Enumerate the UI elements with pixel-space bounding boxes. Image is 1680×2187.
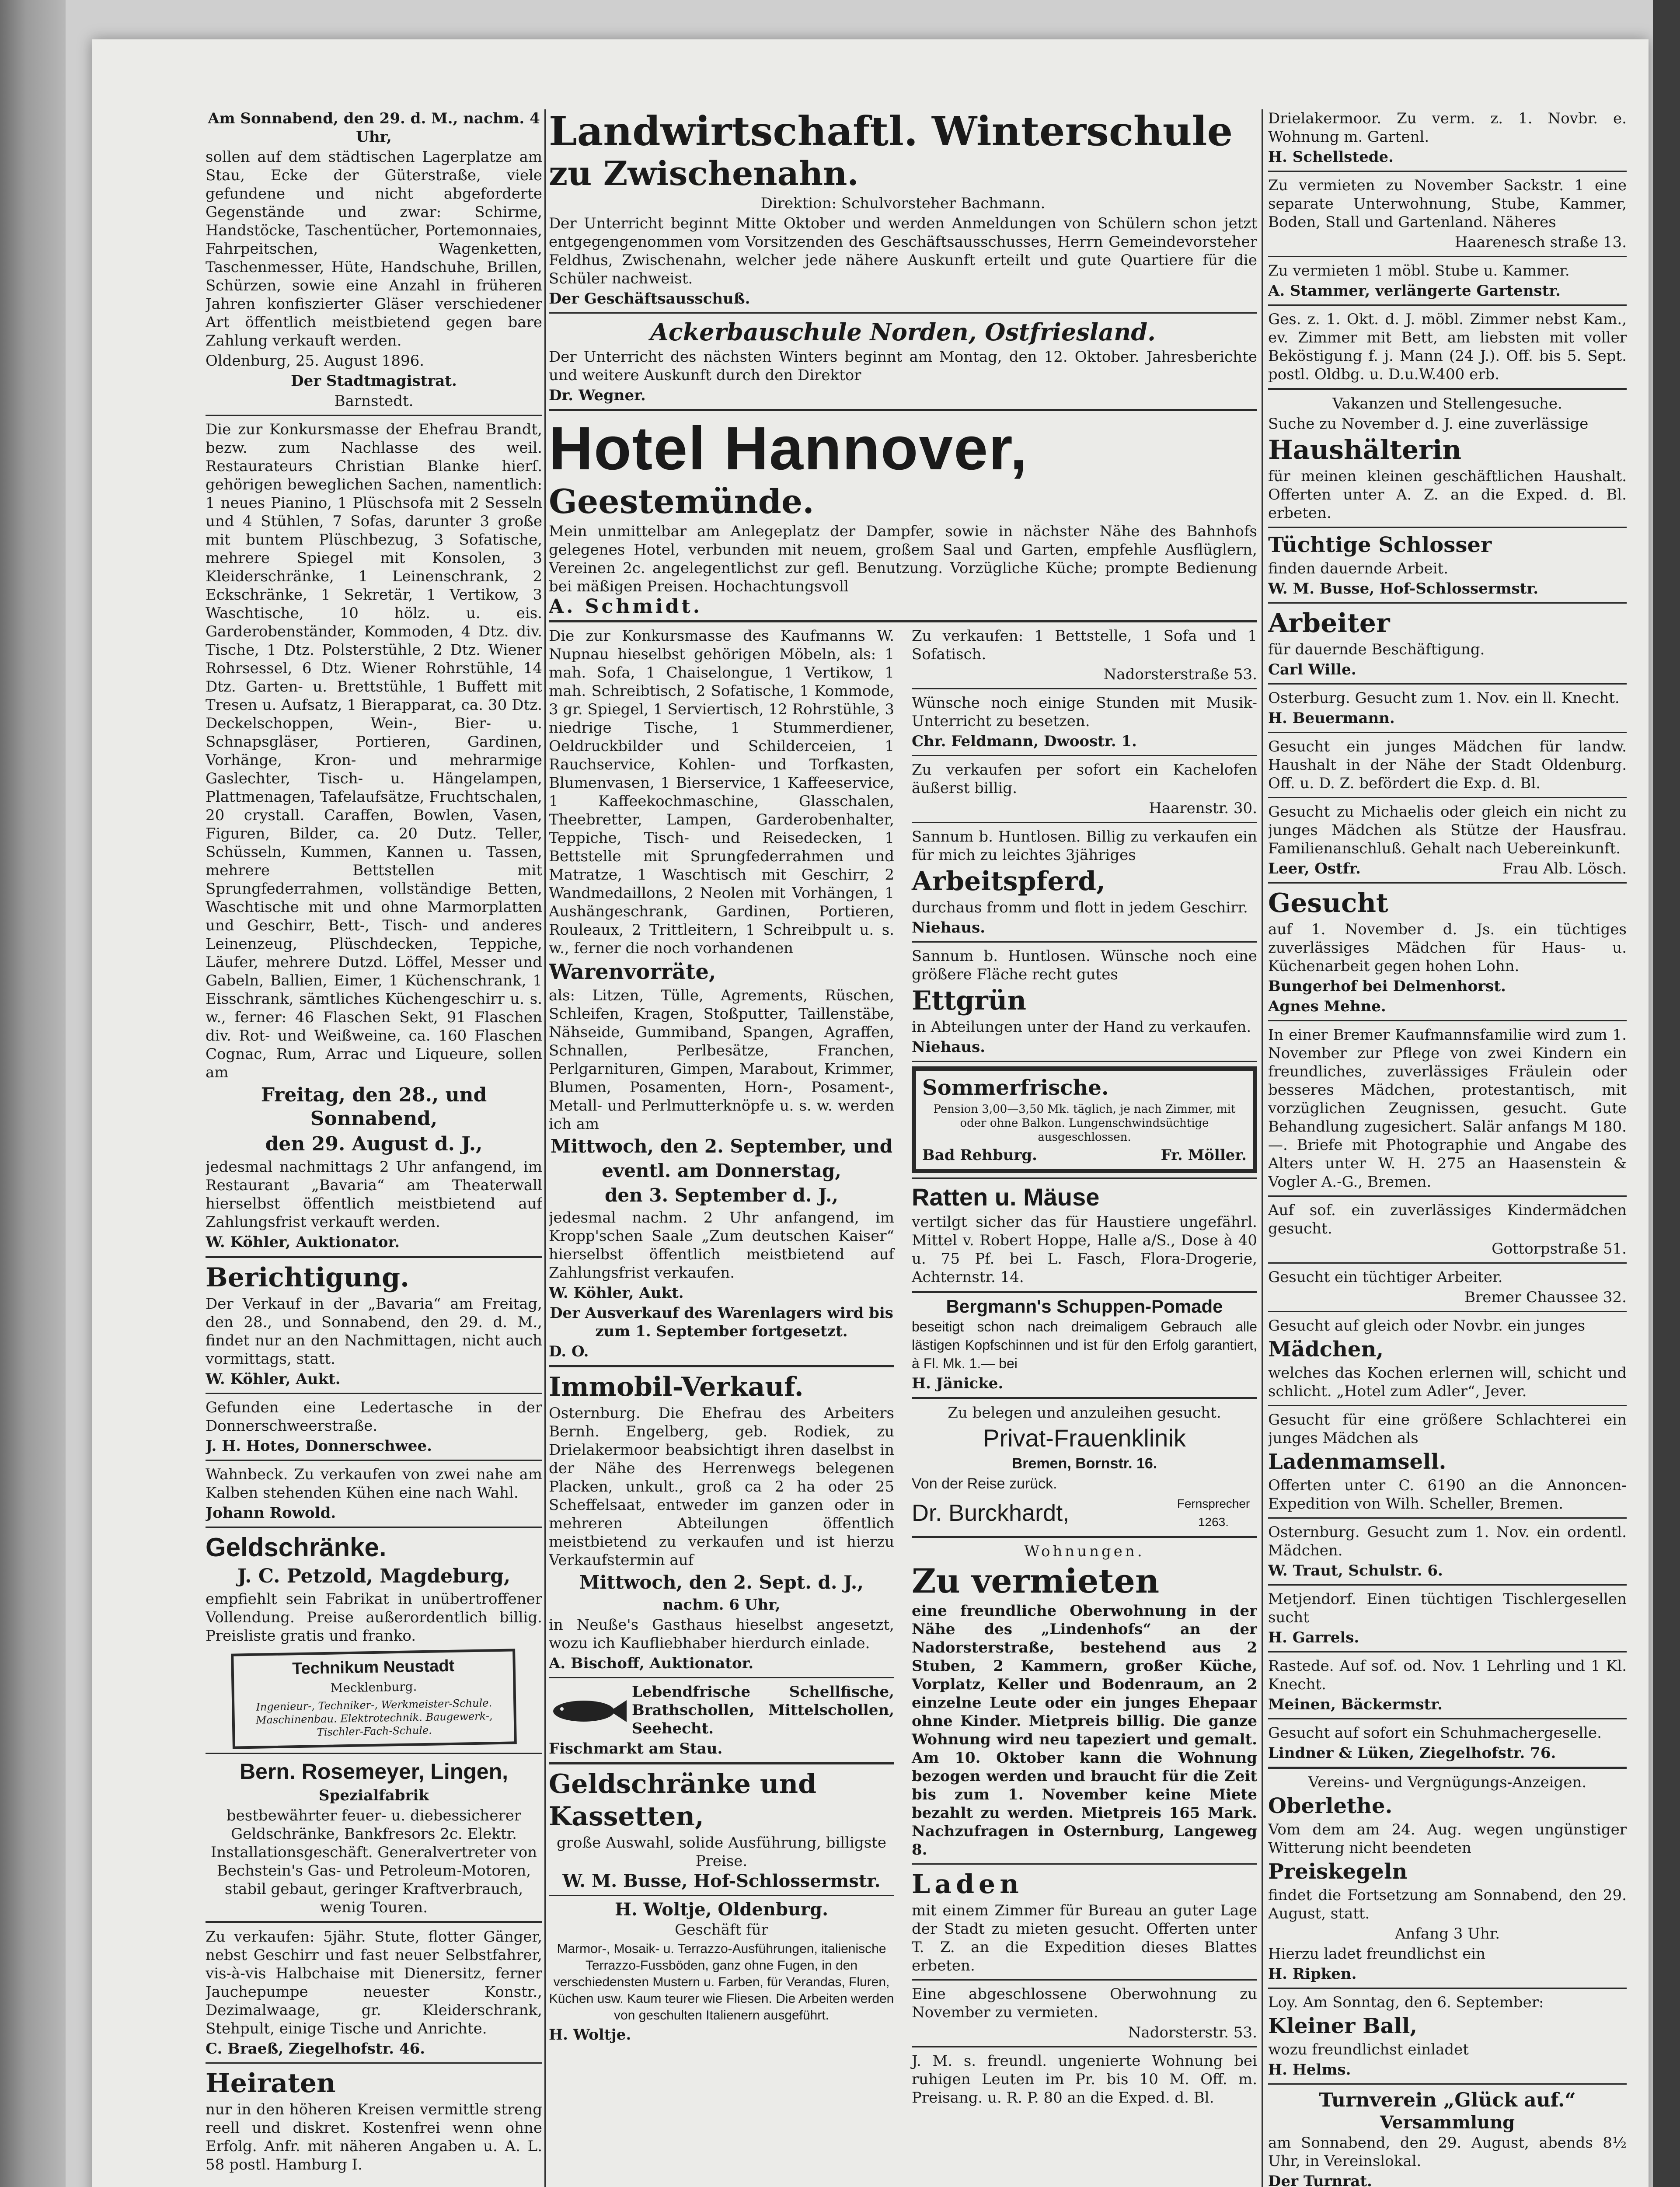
divider xyxy=(549,1762,894,1764)
ad-subtitle: Mecklenburg. xyxy=(330,1679,417,1695)
ad-subtitle: Spezialfabrik xyxy=(319,1787,429,1804)
ad-title: Ackerbauschule Norden, Ostfriesland. xyxy=(650,318,1156,346)
divider xyxy=(549,312,1257,314)
ad-text: Hierzu ladet freundlichst ein xyxy=(1268,1945,1486,1963)
ad-signature: W. Köhler, Auktionator. xyxy=(206,1233,400,1251)
ad-signature: Chr. Feldmann, Dwoostr. 1. xyxy=(912,733,1137,750)
divider xyxy=(206,2062,542,2064)
divider xyxy=(549,409,1257,411)
ad-signature: D. O. xyxy=(549,1343,589,1360)
column-rule xyxy=(1262,109,1263,2187)
ad-text: Pension 3,00—3,50 Mk. täglich, je nach Zimmer, mit oder ohne Balkon. Lungenschwindsüchtige ausgeschlossen. xyxy=(933,1103,1236,1144)
divider xyxy=(206,1527,542,1528)
ad-phone: Fernsprecher 1263. xyxy=(1177,1497,1250,1529)
two-column-section xyxy=(549,627,1257,2109)
divider xyxy=(1268,171,1627,172)
ad-signature: Barnstedt. xyxy=(334,392,414,410)
divider xyxy=(1268,1517,1627,1519)
subcolumn-right xyxy=(912,627,1257,2109)
divider xyxy=(912,1536,1257,1538)
ad-text: Osterburg. Gesucht zum 1. Nov. ein ll. Knecht. xyxy=(1268,689,1620,707)
ad-text: Die zur Konkursmasse der Ehefrau Brandt, bezw. zum Nachlasse des weil. Restaurateurs Christian Blanke hierſ. gehörigen beweglichen Sachen, namentlich: 1 neues Pianino, 1 Plüschsofa mit 2 Sesseln und 4 Stühlen, 7 Sofas, darunter 3 große mit buntem Plüschbezug, 3 Sofatische, mehrere Spiegel mit Konsolen, 3 Kleiderschränke, 1 Leinenschrank, 2 Eckschränke, 1 Sekretär, 1 Vertikow, 3 Waschtische, 10 hölz. u. eis. Garderobenständer, Kommoden, 4 Dtz. div. Tische, 1 Dtz. Polsterstühle, 2 Dtz. Wiener Rohrsessel, 6 Dtz. Wiener Rohrstühle, 14 Dtz. Garten- u. Brettstühle, 1 Buffett mit Tresen u. Aufsatz, 1 Bierapparat, ca. 30 Dtz. Deckelschoppen, Wein-, Bier- u. Schnapsgläser, Portieren, Gardinen, Vorhänge, Kron- und mehrarmige Gaslechter, Tisch- u. Hängelampen, Plattmenagen, Tafelaufsätze, Fruchtschalen, 20 crystall. Caraffen, Bowlen, Vasen, Figuren, Bilder, ca. 20 Dutz. Teller, Schüsseln, Kummen, Kannen u. Tassen, mehrere Bettstellen mit Sprungfederrahmen, vollständige Betten, Waschtische mit und ohne Marmorplatten und Geschirr, Bett-, Tisch- und anderes Leinenzeug, Plüschdecken, Teppiche, Läufer, mehrere Dutzd. Löffel, Messer und Gabeln, Ballien, Eimer, 1 Küchenschrank, 1 Eisschrank, sämtliches Küchengeschirr u. s. w., ferner: 46 Flaschen Sekt, 91 Flaschen div. Rot- und Weißweine, ca. 160 Flaschen Cognac, Rum, Arrac und Liqueure, sollen am xyxy=(206,421,542,1081)
ad-text: Loy. Am Sonntag, den 6. September: xyxy=(1268,1994,1544,2011)
ad-title: Gesucht xyxy=(1268,888,1388,919)
ad-text: mit einem Zimmer für Bureau an guter Lage der Stadt zu mieten gesucht. Offerten unter T. Z. an die Expedition dieses Blattes erbeten. xyxy=(912,1902,1257,1974)
ad-text: Metjendorf. Einen tüchtigen Tischlergesellen sucht xyxy=(1268,1590,1627,1626)
ad-text: Der Verkauf in der „Bavaria“ am Freitag, den 28., und Sonnabend, den 29. d. M., findet nur an den Nachmittagen, nicht auch vormittags, statt. xyxy=(206,1295,542,1368)
ad-subtitle: zu Zwischenahn. xyxy=(549,154,859,193)
book-binding xyxy=(0,0,66,2187)
ad-title: Arbeitspferd, xyxy=(912,866,1105,897)
ad-text: Gefunden eine Ledertasche in der Donnerschweerstraße. xyxy=(206,1399,542,1435)
ad-text: Der Unterricht beginnt Mitte Oktober und werden Anmeldungen von Schülern schon jetzt entgegengenommen vom Vorsitzenden des Geschäftsausschusses, Herrn Gemeindevorsteher Feldhus, Zwischenahn, welcher jede nähere Auskunft erteilt und gute Quartiere für die Schüler nachweist. xyxy=(549,215,1257,287)
ad-text: für meinen kleinen geschäftlichen Haushalt. Offerten unter A. Z. an die Exped. d. Bl. erbeten. xyxy=(1268,468,1627,522)
ad-text: Zu vermieten 1 möbl. Stube u. Kammer. xyxy=(1268,262,1570,279)
ad-text: Direktion: Schulvorsteher Bachmann. xyxy=(760,195,1046,212)
ad-text: Gesucht zu Michaelis oder gleich ein nicht zu junges Mädchen als Stütze der Hausfrau. Familienanschluß. Gehalt nach Uebereinkunft. xyxy=(1268,803,1627,857)
ad-signature: Fr. Möller. xyxy=(1161,1146,1247,1164)
ad-text: Marmor-, Mosaik- u. Terrazzo-Ausführungen, italienische Terrazzo-Fussböden, ganz ohne Fugen, in den verschiedensten Mustern u. Farben, für Verandas, Fluren, Küchen usw. Kaum teurer wie Fliesen. Die Arbeiten werden von geschulten Italienern ausgeführt. xyxy=(549,1942,894,2023)
ad-text: auf 1. November d. Js. ein tüchtiges zuverlässiges Mädchen für Haus- u. Küchenarbeit gegen hohen Lohn. xyxy=(1268,921,1627,975)
ad-text: Offerten unter C. 6190 an die Annoncen-Expedition von Wilh. Scheller, Bremen. xyxy=(1268,1477,1627,1513)
ad-signature: A. Stammer, verlängerte Gartenstr. xyxy=(1268,282,1561,300)
ad-text: Von der Reise zurück. xyxy=(912,1475,1057,1492)
section-heading: Vakanzen und Stellengesuche. xyxy=(1332,395,1562,412)
ad-text: Zu verkaufen per sofort ein Kachelofen äußerst billig. xyxy=(912,761,1257,797)
ad-title: Privat-Frauenklinik xyxy=(983,1424,1186,1452)
ad-text: Eine abgeschlossene Oberwohnung zu November zu vermieten. xyxy=(912,1985,1257,2021)
ad-heading: Am Sonnabend, den 29. d. M., nachm. 4 Uhr, xyxy=(208,110,540,146)
ad-text: Gesucht auf sofort ein Schuhmachergeselle. xyxy=(1268,1724,1602,1742)
ad-text: Gesucht für eine größere Schlachterei ein junges Mädchen als xyxy=(1268,1411,1627,1447)
ad-text: am Sonnabend, den 29. August, abends 8½ Uhr, in Vereinslokal. xyxy=(1268,2134,1627,2170)
divider xyxy=(1268,1195,1627,1197)
divider xyxy=(549,1365,894,1367)
ad-title: Immobil-Verkauf. xyxy=(549,1372,804,1402)
ad-text: große Auswahl, solide Ausführung, billigste Preise. xyxy=(556,1834,887,1870)
ad-title: Ettgrün xyxy=(912,985,1026,1016)
ad-address: Haarenstr. 30. xyxy=(1149,800,1257,817)
ad-signature: Dr. Wegner. xyxy=(549,387,646,404)
ad-text: welches das Kochen erlernen will, schicht und schlicht. „Hotel zum Adler“, Jever. xyxy=(1268,1364,1627,1400)
divider xyxy=(1268,1584,1627,1586)
ad-title: Bern. Rosemeyer, Lingen, xyxy=(239,1759,509,1784)
ad-signature: A. Bischoff, Auktionator. xyxy=(549,1655,754,1672)
ad-address: Bremer Chaussee 32. xyxy=(1464,1289,1627,1306)
ad-text: J. M. s. freundl. ungenierte Wohnung bei ruhigen Leuten im Pr. bis 10 M. Off. m. Preisang. u. R. P. 80 an die Exped. d. Bl. xyxy=(912,2052,1257,2107)
ad-signature: H. Schellstede. xyxy=(1268,148,1394,166)
ad-place: Bungerhof bei Delmenhorst. xyxy=(1268,978,1506,995)
divider xyxy=(1268,1020,1627,1021)
ad-text: finden dauernde Arbeit. xyxy=(1268,560,1449,577)
ad-place: Leer, Ostfr. xyxy=(1268,860,1361,877)
ad-signature: W. Köhler, Aukt. xyxy=(549,1284,684,1302)
ad-date: eventl. am Donnerstag, xyxy=(602,1160,841,1181)
ad-title: Zu vermieten xyxy=(912,1562,1160,1600)
ad-title: Haushälterin xyxy=(1268,435,1462,465)
divider xyxy=(1268,797,1627,798)
ad-address: Haarenesch straße 13. xyxy=(1454,234,1627,251)
ad-signature: H. Helms. xyxy=(1268,2061,1351,2079)
ad-doctor: Dr. Burckhardt, xyxy=(912,1500,1070,1526)
ad-title: Tüchtige Schlosser xyxy=(1268,533,1492,557)
ad-title: Laden xyxy=(912,1869,1023,1900)
sommerfrische-ad xyxy=(912,1066,1257,1173)
ad-text: in Neuße's Gasthaus hieselbst angesetzt, wozu ich Kaufliebhaber hierdurch einlade. xyxy=(549,1616,894,1652)
ad-text: Rastede. Auf sof. od. Nov. 1 Lehrling und 1 Kl. Knecht. xyxy=(1268,1657,1627,1693)
ad-signature: Fischmarkt am Stau. xyxy=(549,1740,723,1757)
ad-subtitle: Versammlung xyxy=(1380,2112,1515,2133)
ad-text: Der Unterricht des nächsten Winters beginnt am Montag, den 12. Oktober. Jahresberichte und weitere Auskunft durch den Direktor xyxy=(549,348,1257,384)
divider xyxy=(1268,304,1627,306)
page-edge xyxy=(1653,0,1680,2187)
ad-signature: Der Turnrat. xyxy=(1268,2173,1372,2187)
divider xyxy=(206,1393,542,1394)
ad-text: beseitigt schon nach dreimaligem Gebrauch alle lästigen Kopfschinnen und ist für den Erfolg garantiert, à Fl. Mk. 1.— bei xyxy=(912,1319,1257,1371)
ad-firm: J. C. Petzold, Magdeburg, xyxy=(237,1565,511,1587)
ad-title: Hotel Hannover, xyxy=(549,414,1028,482)
ad-signature: Johann Rowold. xyxy=(206,1504,336,1522)
ad-text: Osternburg. Die Ehefrau des Arbeiters Bernh. Engelberg, geb. Rodiek, zu Drielakermoor beabsichtigt ihren daselbst in der Nähe des Herrenwegs belegenen Placken, unkult., groß ca 2 ha oder 25 Scheffelsaat, entweder im ganzen oder in mehreren Abteilungen öffentlich meistbietend zu verkaufen und ist hierzu Verkaufstermin auf xyxy=(549,1404,894,1569)
ad-title: H. Woltje, Oldenburg. xyxy=(615,1899,828,1920)
ad-signature: W. M. Busse, Hof-Schlossermstr. xyxy=(562,1871,881,1891)
technikum-ad xyxy=(231,1649,517,1749)
divider xyxy=(206,1256,542,1258)
ad-signature: Frau Alb. Lösch. xyxy=(1502,860,1627,877)
ad-text: eine freundliche Oberwohnung in der Nähe des „Lindenhofs“ an der Nadorsterstraße, bestehend aus 2 Stuben, 2 Kammern, großer Küche, Vorplatz, Keller und Bodenraum, an 2 einzelne Leute oder ein junges Ehepaar ohne Kinder. Mietpreis billig. Die ganze Wohnung wird neu tapeziert und gemalt. Am 10. Oktober kann die Wohnung bezogen werden und braucht für die Zeit bis zum 1. November keine Miete bezahlt zu werden. Mietpreis 165 Mark. Nachzufragen in Osternburg, Langeweg 8. xyxy=(912,1602,1257,1859)
ad-title: Sommerfrische. xyxy=(922,1076,1109,1100)
ad-address: Nadorsterstr. 53. xyxy=(1128,2024,1257,2041)
ad-title: Ratten u. Mäuse xyxy=(912,1183,1100,1211)
ad-text: als: Litzen, Tülle, Agrements, Rüschen, Schleifen, Kragen, Stoßputter, Taillenstäbe, Nähseide, Gummiband, Spangen, Agraffen, Schnallen, Perlbesätze, Franchen, Perlgarnituren, Gimpen, Marabout, Krimmer, Blumen, Posamenten, Horn-, Posament-, Metall- und Perlmutterknöpfe u. s. w. werden ich am xyxy=(549,987,894,1133)
column-rule xyxy=(544,109,546,2187)
ad-text: Zu verkaufen: 5jähr. Stute, flotter Gänger, nebst Geschirr und fast neuer Selbstfahrer, vis-à-vis Halbchaise mit Dienersitz, ferner Jauchepumpe neuester Konstr., Dezimalwaage, gr. Kleiderschrank, Stehpult, einige Tische und Anrichte. xyxy=(206,1928,542,2037)
ad-title: Kassetten, xyxy=(549,1801,704,1832)
ad-signature: W. M. Busse, Hof-Schlossermstr. xyxy=(1268,580,1539,597)
ad-address: Nadorsterstraße 53. xyxy=(1103,666,1257,683)
ad-title: Bergmann's Schuppen-Pomade xyxy=(946,1296,1223,1317)
ad-text: findet die Fortsetzung am Sonnabend, den 29. August, statt. xyxy=(1268,1887,1627,1922)
ad-text: jedesmal nachm. 2 Uhr anfangend, im Kropp'schen Saale „Zum deutschen Kaiser“ hierselbst öffentlich meistbietend auf Zahlungsfrist verkaufen. xyxy=(549,1209,894,1282)
ad-footer-row xyxy=(922,1146,1247,1164)
ad-text: In einer Bremer Kaufmannsfamilie wird zum 1. November zur Pflege von zwei Kindern ein freundliches, zuverlässiges Fräulein oder besseres Mädchen, protestantisch, mit vorzüglichen Zeugnissen, gesucht. Gute Behandlung zugesichert. Salär anfangs M 180.—. Briefe mit Photographie und Angabe des Alters unter W. H. 275 an Haasenstein & Vogler A.-G., Bremen. xyxy=(1268,1026,1627,1191)
ad-subtitle: Geestemünde. xyxy=(549,482,814,521)
ad-signature: Carl Wille. xyxy=(1268,661,1356,678)
ad-text: Gesucht ein junges Mädchen für landw. Haushalt in der Nähe der Stadt Oldenburg. Off. u. D. Z. befördert die Exp. d. Bl. xyxy=(1268,738,1627,792)
ad-title: Technikum Neustadt xyxy=(292,1656,455,1678)
ad-text: sollen auf dem städtischen Lagerplatze am Stau, Ecke der Güterstraße, viele gefundene und nicht abgeforderte Gegenstände und zwar: Schirme, Handstöcke, Taschentücher, Portemonnaies, Fahrpeitschen, Wagenketten, Taschenmesser, Hüte, Handschuhe, Brillen, Schürzen, sowie eine Anzahl in früheren Jahren konfiszierter Gläser verschiedener Art öffentlich meistbietend gegen bare Zahlung verkauft werden. xyxy=(206,148,542,349)
ad-title: Heiraten xyxy=(206,2068,336,2099)
ad-date: Mittwoch, den 2. September, und xyxy=(550,1135,893,1157)
ad-text: Anfang 3 Uhr. xyxy=(1394,1925,1500,1942)
fish-ad xyxy=(549,1683,894,1740)
fish-icon xyxy=(549,1696,627,1726)
divider xyxy=(1268,527,1627,528)
divider xyxy=(1268,2083,1627,2085)
divider xyxy=(912,1979,1257,1981)
ad-signature: H. Jänicke. xyxy=(912,1375,1004,1392)
ad-signature: Lindner & Lüken, Ziegelhofstr. 76. xyxy=(1268,1744,1556,1762)
ad-text: Ingenieur-, Techniker-, Werkmeister-Schule. Maschinenbau. Elektrotechnik. Baugewerk-, Tischler-Fach-Schule. xyxy=(255,1697,493,1739)
ad-date: den 29. August d. J., xyxy=(265,1133,483,1155)
ad-text: für dauernde Beschäftigung. xyxy=(1268,641,1485,658)
divider xyxy=(912,1863,1257,1865)
ad-signature: Agnes Mehne. xyxy=(1268,998,1386,1015)
ad-text: Zu vermieten zu November Sackstr. 1 eine separate Unterwohnung, Stube, Kammer, Boden, Stall und Gartenland. Näheres xyxy=(1268,177,1627,231)
ad-signature: C. Braeß, Ziegelhofstr. 46. xyxy=(206,2040,425,2058)
section-heading: Wohnungen. xyxy=(1024,1543,1145,1560)
ad-text: durchaus fromm und flott in jedem Geschirr. xyxy=(912,899,1248,916)
ad-signature: A. Schmidt. xyxy=(549,595,703,618)
ad-title: Ladenmamsell. xyxy=(1268,1450,1446,1474)
ad-text: Zu verkaufen: 1 Bettstelle, 1 Sofa und 1 Sofatisch. xyxy=(912,627,1257,663)
ad-text: Sannum b. Huntlosen. Billig zu verkaufen ein für mich zu leichtes 3jähriges xyxy=(912,828,1257,864)
divider xyxy=(1268,882,1627,884)
divider xyxy=(1268,1767,1627,1769)
ad-text: Drielakermoor. Zu verm. z. 1. Novbr. e. Wohnung m. Gartenl. xyxy=(1268,110,1627,146)
ad-text: Wünsche noch einige Stunden mit Musik-Unterricht zu besetzen. xyxy=(912,694,1257,730)
ad-title: Preiskegeln xyxy=(1268,1859,1408,1884)
divider xyxy=(1268,1311,1627,1312)
ad-signature: Niehaus. xyxy=(912,1038,986,1056)
ad-title: Kleiner Ball, xyxy=(1268,2014,1418,2038)
column-right xyxy=(1268,109,1627,2187)
ad-signature: W. Traut, Schulstr. 6. xyxy=(1268,1562,1443,1579)
ad-text: empfiehlt sein Fabrikat in unübertroffener Vollendung. Preise außerordentlich billig. Preisliste gratis und franko. xyxy=(206,1590,542,1645)
ad-text: Ges. z. 1. Okt. d. J. möbl. Zimmer nebst Kam., ev. Zimmer mit Bett, am liebsten mit voller Beköstigung f. j. Mann (24 J.). Off. bis 5. Sept. postl. Oldbg. u. D.u.W.400 erb. xyxy=(1268,311,1627,383)
divider xyxy=(1268,1718,1627,1719)
ad-footer-row xyxy=(1268,859,1627,878)
divider xyxy=(206,1921,542,1923)
ad-address: Gottorpstraße 51. xyxy=(1492,1240,1627,1258)
ad-title: Oberlethe. xyxy=(1268,1794,1393,1818)
divider xyxy=(549,1895,894,1896)
ad-signature: Niehaus. xyxy=(912,919,986,936)
ad-title: Landwirtschaftl. Winterschule xyxy=(549,109,1233,155)
ad-place: Bad Rehburg. xyxy=(922,1146,1038,1164)
divider xyxy=(1268,388,1627,390)
ad-date: Freitag, den 28., und Sonnabend, xyxy=(261,1084,487,1130)
divider xyxy=(1268,1405,1627,1406)
divider xyxy=(549,620,1257,622)
ad-title: Geldschränke. xyxy=(206,1533,387,1562)
ad-footer-row xyxy=(912,1495,1257,1531)
divider xyxy=(1268,732,1627,733)
ad-text: Zu belegen und anzuleihen gesucht. xyxy=(948,1404,1221,1422)
ad-text: in Abteilungen unter der Hand zu verkaufen. xyxy=(912,1018,1251,1036)
ad-signature: H. Garrels. xyxy=(1268,1629,1359,1646)
divider xyxy=(1268,256,1627,257)
ad-signature: W. Köhler, Aukt. xyxy=(206,1370,341,1388)
ad-text: Osternburg. Gesucht zum 1. Nov. ein ordentl. Mädchen. xyxy=(1268,1523,1627,1559)
divider xyxy=(1268,1651,1627,1652)
column-left xyxy=(206,109,542,2187)
ad-date: nachm. 6 Uhr, xyxy=(662,1596,781,1614)
ad-subtitle: Geschäft für xyxy=(675,1921,768,1939)
ad-title: Arbeiter xyxy=(1268,608,1390,639)
ad-text: Auf sof. ein zuverlässiges Kindermädchen gesucht. xyxy=(1268,1202,1627,1237)
ad-text: Die zur Konkursmasse des Kaufmanns W. Nupnau hieselbst gehörigen Möbeln, als: 1 mah. Sofa, 1 Chaiselongue, 1 Vertikow, 1 mah. Schreibtisch, 2 Sofatische, 1 Kommode, 3 gr. Spiegel, 1 Serviertisch, 12 Rohrstühle, 3 niedrige Tische, 1 Stummerdiener, Oeldruckbilder und Schilderceien, 1 Rauchservice, Kohlen- und Torfkasten, Blumenvasen, 1 Bierservice, 1 Kaffeeservice, 1 Kaffeekochmaschine, Glasschalen, Theebretter, Lampen, Garderobenhalter, Teppiche, Tisch- und Reisedecken, 1 Bettstelle mit Sprungfederrahmen und Matratze, 1 Waschtisch mit Geschirr, 2 Wandmedaillons, 2 Neolen mit Vorhängen, 1 Aushängeschrank, Gardinen, Portieren, Rouleaux, 2 Trittleitern, 1 Schreibpult u. s. w., ferner die noch vorhandenen xyxy=(549,627,894,957)
ad-signature: H. Beuermann. xyxy=(1268,709,1395,727)
divider xyxy=(1268,1262,1627,1264)
ad-text: Vom dem am 24. Aug. wegen ungünstiger Witterung nicht beendeten xyxy=(1268,1821,1627,1857)
divider xyxy=(206,1460,542,1461)
divider xyxy=(912,688,1257,689)
ad-signature: H. Ripken. xyxy=(1268,1965,1357,1983)
divider xyxy=(912,2046,1257,2047)
ad-signature: J. H. Hotes, Donnerschwee. xyxy=(206,1437,432,1455)
divider xyxy=(912,822,1257,823)
divider xyxy=(912,1061,1257,1062)
divider xyxy=(206,415,542,416)
ad-address: Bremen, Bornstr. 16. xyxy=(1011,1455,1157,1472)
ad-text: Gesucht ein tüchtiger Arbeiter. xyxy=(1268,1268,1503,1286)
ad-title: Warenvorräte, xyxy=(549,960,716,984)
divider xyxy=(912,755,1257,756)
ad-title: Turnverein „Glück auf.“ xyxy=(1319,2089,1576,2111)
ad-text: jedesmal nachmittags 2 Uhr anfangend, im Restaurant „Bavaria“ am Theaterwall hierselbst öffentlich meistbietend auf Zahlungsfrist verkauft werden. xyxy=(206,1158,542,1231)
ad-text: vertilgt sicher das für Haustiere ungefährl. Mittel v. Robert Hoppe, Halle a/S., Dose à 40 u. 75 Pf. bei L. Fasch, Flora-Drogerie, Achternstr. 14. xyxy=(912,1213,1257,1286)
divider xyxy=(549,1677,894,1678)
ad-title: Mädchen, xyxy=(1268,1337,1384,1362)
divider xyxy=(1268,602,1627,604)
ad-text: bestbewährter feuer- u. diebessicherer Geldschränke, Bankfresors 2c. Elektr. Installationsgeschäft. Generalvertreter von Bechstein's Gas- und Petroleum-Motoren, stabil gebaut, geringer Kraftverbrauch, wenig Touren. xyxy=(210,1807,537,1916)
ad-signature: Der Stadtmagistrat. xyxy=(291,372,457,390)
subcolumn-left xyxy=(549,627,894,2109)
divider xyxy=(1268,683,1627,685)
ad-text: nur in den höheren Kreisen vermittle streng reell und diskret. Kostenfrei wenn ohne Erfolg. Anfr. mit näheren Angaben u. A. L. 58 postl. Hamburg I. xyxy=(206,2101,542,2173)
ad-text: Sannum b. Huntlosen. Wünsche noch eine größere Fläche recht gutes xyxy=(912,947,1257,983)
ad-text: Gesucht auf gleich oder Novbr. ein junges xyxy=(1268,1317,1586,1335)
ad-text: Lebendfrische Schellfische, Brathschollen, Mittelschollen, Seehecht. xyxy=(632,1683,894,1737)
ad-signature: Meinen, Bäckermstr. xyxy=(1268,1696,1443,1713)
ad-date: den 3. September d. J., xyxy=(604,1184,838,1206)
ad-text: Mein unmittelbar am Anlegeplatz der Dampfer, sowie in nächster Nähe des Bahnhofs gelegenes Hotel, verbunden mit neuem, großem Saal und Garten, empfehle Ausflüglern, Vereinen 2c. angelegentlichst zur gefl. Benutzung. Vorzügliche Küche; prompte Bedienung bei mäßigen Preisen. Hochachtungsvoll xyxy=(549,523,1257,595)
ad-title: Berichtigung. xyxy=(206,1262,409,1293)
ad-text: Wahnbeck. Zu verkaufen von zwei nahe am Kalben stehenden Kühen eine nach Wahl. xyxy=(206,1466,542,1502)
column-middle xyxy=(549,109,1257,2187)
divider xyxy=(912,1177,1257,1179)
divider xyxy=(912,941,1257,943)
divider xyxy=(206,1753,542,1754)
divider xyxy=(1268,1988,1627,1989)
section-heading: Vereins- und Vergnügungs-Anzeigen. xyxy=(1308,1774,1587,1791)
ad-title: Geldschränke und xyxy=(549,1769,817,1799)
divider xyxy=(912,1291,1257,1293)
ad-signature: Der Geschäftsausschuß. xyxy=(549,290,750,307)
ad-notice: Der Ausverkauf des Warenlagers wird bis zum 1. September fortgesetzt. xyxy=(550,1304,893,1340)
ad-text: Suche zu November d. J. eine zuverlässige xyxy=(1268,415,1589,433)
ad-date: Oldenburg, 25. August 1896. xyxy=(206,352,425,370)
divider xyxy=(912,1397,1257,1399)
ad-date: Mittwoch, den 2. Sept. d. J., xyxy=(579,1572,864,1593)
ad-text: wozu freundlichst einladet xyxy=(1268,2041,1469,2058)
ad-signature: H. Woltje. xyxy=(549,2026,631,2044)
